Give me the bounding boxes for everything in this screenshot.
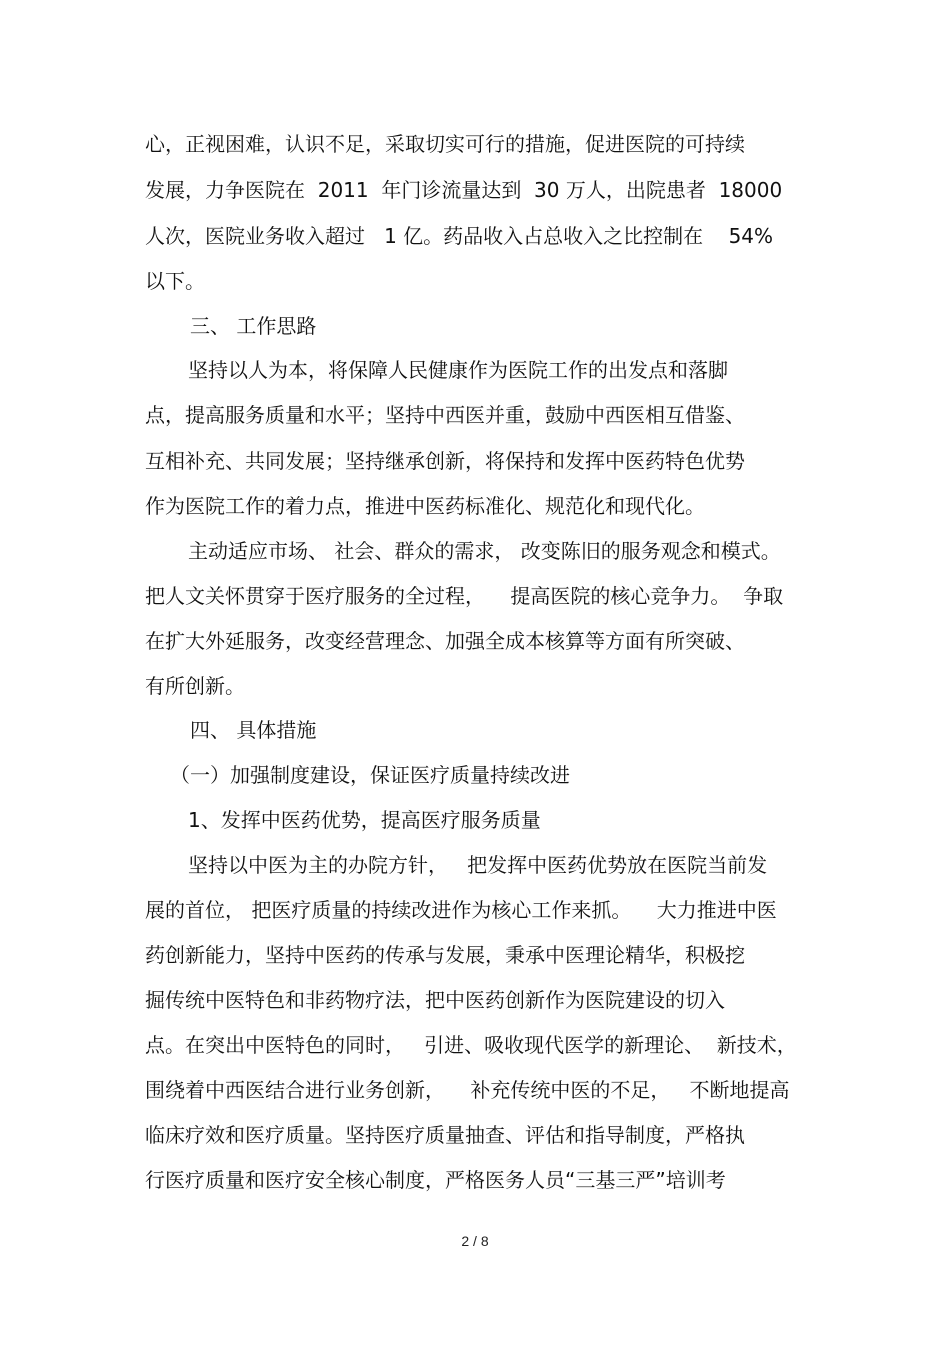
text-line: 以下。: [145, 269, 205, 293]
text-line: 人次，医院业务收入超过 1 亿。药品收入占总收入之比控制在 54%: [145, 224, 774, 248]
section-heading: 三、 工作思路: [190, 314, 317, 338]
text-line: 临床疗效和医疗质量。坚持医疗质量抽查、评估和指导制度，严格执: [145, 1123, 745, 1147]
text-line: 作为医院工作的着力点，推进中医药标准化、规范化和现代化。: [145, 494, 705, 518]
subsection-heading: 1、发挥中医药优势，提高医疗服务质量: [188, 808, 541, 832]
text-line: 坚持以人为本，将保障人民健康作为医院工作的出发点和落脚: [188, 358, 728, 382]
text-line: 掘传统中医特色和非药物疗法，把中医药创新作为医院建设的切入: [145, 988, 725, 1012]
text-line: 有所创新。: [145, 674, 245, 698]
text-line: 行医疗质量和医疗安全核心制度，严格医务人员“三基三严”培训考: [145, 1168, 726, 1192]
text-line: 点。在突出中医特色的同时， 引进、吸收现代医学的新理论、 新技术，: [145, 1033, 797, 1057]
page-number: 2 / 8: [461, 1233, 489, 1249]
text-line: 互相补充、共同发展；坚持继承创新，将保持和发挥中医药特色优势: [145, 449, 745, 473]
text-line: 发展，力争医院在 2011 年门诊流量达到 30 万人，出院患者 18000: [145, 178, 783, 202]
text-line: 在扩大外延服务，改变经营理念、加强全成本核算等方面有所突破、: [145, 629, 745, 653]
text-line: 点，提高服务质量和水平；坚持中西医并重，鼓励中西医相互借鉴、: [145, 403, 745, 427]
text-line: 心，正视困难，认识不足，采取切实可行的措施，促进医院的可持续: [145, 132, 745, 156]
text-line: 主动适应市场、 社会、群众的需求， 改变陈旧的服务观念和模式。: [188, 539, 781, 563]
text-line: 展的首位， 把医疗质量的持续改进作为核心工作来抓。 大力推进中医: [145, 898, 777, 922]
section-heading: 四、 具体措施: [190, 718, 317, 742]
text-line: 药创新能力，坚持中医药的传承与发展，秉承中医理论精华，积极挖: [145, 943, 745, 967]
subsection-heading: （一）加强制度建设，保证医疗质量持续改进: [170, 763, 570, 787]
text-line: 围绕着中西医结合进行业务创新， 补充传统中医的不足， 不断地提高: [145, 1078, 790, 1102]
text-line: 坚持以中医为主的办院方针， 把发挥中医药优势放在医院当前发: [188, 853, 768, 877]
text-line: 把人文关怀贯穿于医疗服务的全过程， 提高医院的核心竞争力。 争取: [145, 584, 784, 608]
